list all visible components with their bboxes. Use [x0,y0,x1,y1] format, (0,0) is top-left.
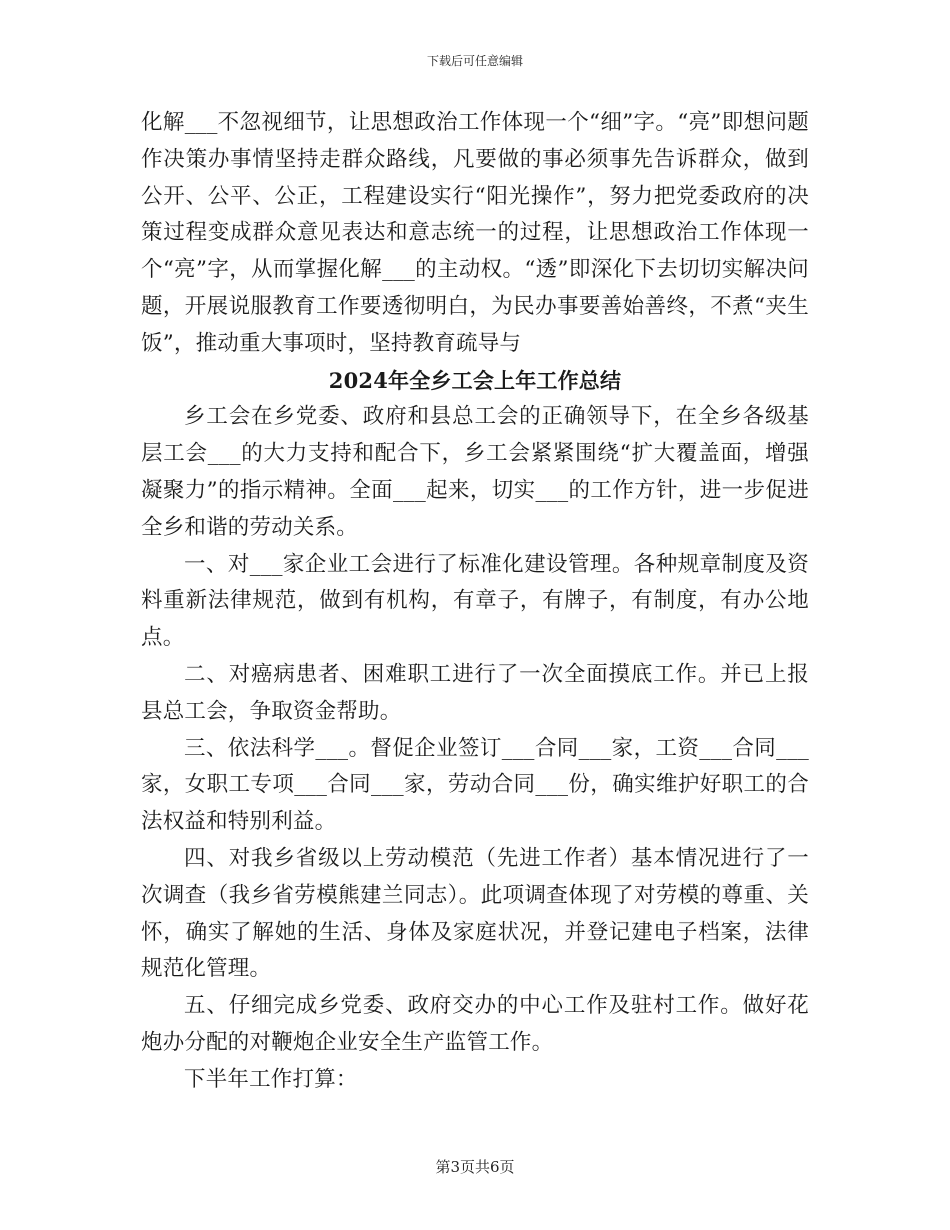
paragraph-item-2: 二、对癌病患者、困难职工进行了一次全面摸底工作。并已上报县总工会，争取资金帮助。 [141,661,809,724]
section-title: 2024年全乡工会上年工作总结 [328,367,622,393]
paragraph-plan-heading: 下半年工作打算： [184,1066,358,1092]
paragraph-item-3: 三、依法科学___。督促企业签订___合同___家，工资___合同___家，女职工专项___合同___家，劳动合同___份，确实维护好职工的合法权益和特别利益。 [141,735,809,835]
page-footer: 第3页共6页 [435,1158,515,1176]
continuation-paragraph: 化解___不忽视细节，让思想政治工作体现一个“细”字。“亮”即想问题作决策办事情坚持走群众路线，凡要做的事必须事先告诉群众，做到公开、公平、公正，工程建设实行“阳光操作”，努力把党委政府的决策过程变成群众意见表达和意志统一的过程，让思想政治工作体现一个“亮”字，从而掌握化解___的主动权。“透”即深化下去切切实解决问题，开展说服教育工作要透彻明白，为民办事要善始善终，不煮“夹生饭”，推动重大事项时，坚持教育疏导与 [141,110,809,356]
document-body [141,105,809,1099]
paragraph-item-5: 五、仔细完成乡党委、政府交办的中心工作及驻村工作。做好花炮办分配的对鞭炮企业安全生产监管工作。 [141,993,809,1055]
paragraph-item-4: 四、对我乡省级以上劳动模范（先进工作者）基本情况进行了一次调查（我乡省劳模熊建兰同志）。此项调查体现了对劳模的尊重、关怀，确实了解她的生活、身体及家庭状况，并登记建电子档案，法律规范化管理。 [141,845,809,982]
paragraph-intro: 乡工会在乡党委、政府和县总工会的正确领导下，在全乡各级基层工会___的大力支持和配合下，乡工会紧紧围绕“扩大覆盖面，增强凝聚力”的指示精神。全面___起来，切实___的工作方针，进一步促进全乡和谐的劳动关系。 [141,404,809,540]
paragraph-item-1: 一、对___家企业工会进行了标准化建设管理。各种规章制度及资料重新法律规范，做到有机构，有章子，有牌子，有制度，有办公地点。 [141,551,809,651]
page-header: 下载后可任意编辑 [426,54,523,68]
